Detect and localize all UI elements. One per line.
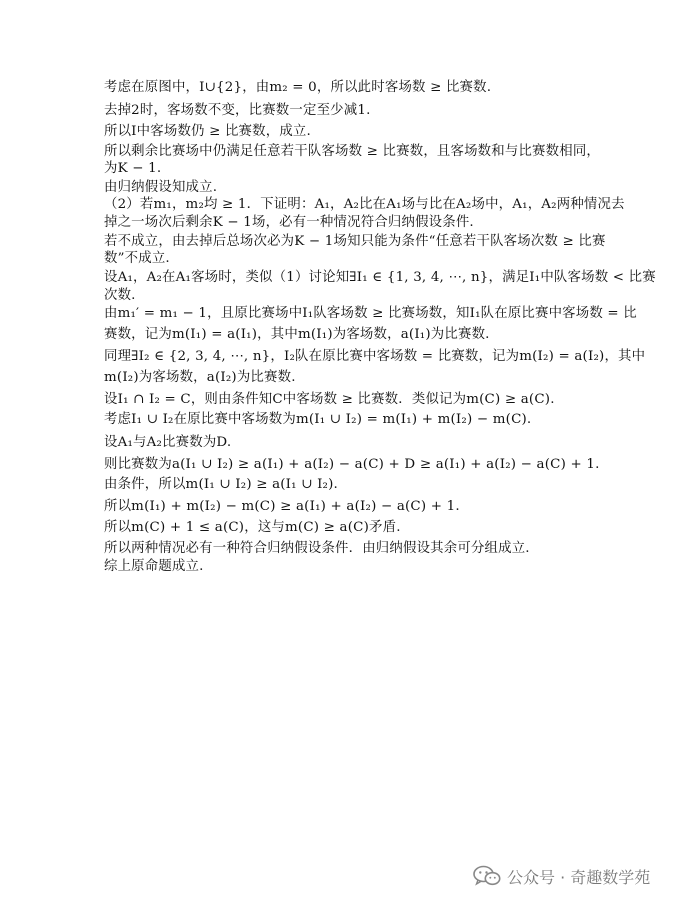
proof-line: 考虑I₁ ∪ I₂在原比赛中客场数为m(I₁ ∪ I₂) = m(I₁) + m(I₂) − m(C). <box>104 412 532 427</box>
proof-line: 去掉2时，客场数不变，比赛数一定至少减1. <box>104 103 371 118</box>
wechat-watermark <box>473 862 650 890</box>
watermark-text: 公众号 · 奇趣数学苑 <box>507 867 651 887</box>
proof-line: 综上原命题成立. <box>104 559 204 574</box>
proof-line: 同理∃I₂ ∈ {2, 3, 4, ⋯, n}，I₂队在原比赛中客场数 = 比赛数，记为m(I₂) = a(I₂)，其中 <box>104 349 646 364</box>
proof-line: 设I₁ ∩ I₂ = C，则由条件知C中客场数 ≥ 比赛数．类似记为m(C) ≥ a(C). <box>104 392 555 407</box>
proof-line: 次数. <box>104 288 136 303</box>
proof-line: 由条件，所以m(I₁ ∪ I₂) ≥ a(I₁ ∪ I₂). <box>104 477 339 492</box>
proof-line: 由归纳假设知成立. <box>104 180 218 195</box>
proof-line: 由m₁′ = m₁ − 1，且原比赛场中I₁队客场数 ≥ 比赛场数，知I₁队在原比赛中客场数 = 比 <box>104 306 637 321</box>
proof-line: 若不成立，由去掉后总场次必为K − 1场知只能为条件“任意若干队客场次数 ≥ 比赛 <box>104 234 606 249</box>
proof-line: （2）若m₁，m₂均 ≥ 1．下证明：A₁，A₂比在A₁场与比在A₂场中，A₁，A₂两种情况去 <box>104 197 625 212</box>
proof-line: 所以剩余比赛场中仍满足任意若干队客场数 ≥ 比赛数，且客场数和与比赛数相同， <box>104 144 601 159</box>
proof-line: 为K − 1. <box>104 161 162 176</box>
proof-line: 赛数，记为m(I₁) = a(I₁)，其中m(I₁)为客场数，a(I₁)为比赛数. <box>104 327 490 342</box>
proof-line: 掉之一场次后剩余K − 1场，必有一种情况符合归纳假设条件. <box>104 215 474 230</box>
wechat-icon <box>473 865 501 887</box>
proof-line: 所以m(C) + 1 ≤ a(C)，这与m(C) ≥ a(C)矛盾. <box>104 520 401 535</box>
proof-line: 考虑在原图中，I∪{2}，由m₂ = 0，所以此时客场数 ≥ 比赛数. <box>104 80 492 95</box>
proof-line: 设A₁与A₂比赛数为D. <box>104 435 232 450</box>
proof-line: 则比赛数为a(I₁ ∪ I₂) ≥ a(I₁) + a(I₂) − a(C) + D ≥ a(I₁) + a(I₂) − a(C) + 1. <box>104 457 600 472</box>
proof-line: 数”不成立. <box>104 251 170 266</box>
proof-line: 所以I中客场数仍 ≥ 比赛数，成立. <box>104 124 311 139</box>
proof-line: m(I₂)为客场数，a(I₂)为比赛数. <box>104 370 296 385</box>
proof-line: 设A₁，A₂在A₁客场时，类似（1）讨论知∃I₁ ∈ {1, 3, 4, ⋯, n}，满足I₁中队客场数 < 比赛 <box>104 270 656 285</box>
proof-line: 所以m(I₁) + m(I₂) − m(C) ≥ a(I₁) + a(I₂) − a(C) + 1. <box>104 499 460 514</box>
proof-line: 所以两种情况必有一种符合归纳假设条件．由归纳假设其余可分组成立. <box>104 541 530 556</box>
